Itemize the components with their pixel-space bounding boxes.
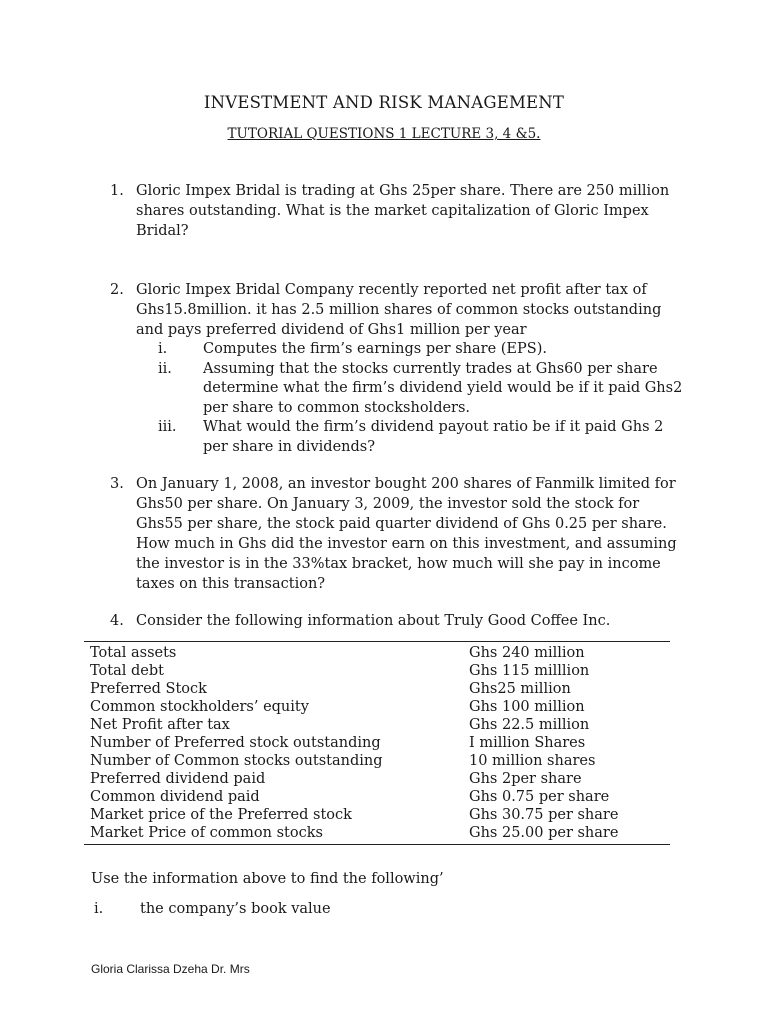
table-row bbox=[84, 680, 670, 698]
row-value: Ghs 30.75 per share bbox=[469, 807, 619, 823]
question-part bbox=[110, 418, 685, 457]
question-3 bbox=[110, 474, 685, 594]
question-text: On January 1, 2008, an investor bought 200 shares of Fanmilk limited for Ghs50 per share. On January 3, 2009, the investor sold the stock for Ghs55 per share, the stock paid quarter dividend of Ghs 0.25 per share. How much in Ghs did the investor earn on this investment, and assuming the investor is in the 33%tax bracket, how much will she pay in income taxes on this transaction? bbox=[136, 476, 677, 592]
question-text: Gloric Impex Bridal is trading at Ghs 25per share. There are 250 million shares outstanding. What is the market capitalization of Gloric Impex Bridal? bbox=[136, 183, 670, 239]
row-label: Common dividend paid bbox=[90, 789, 260, 805]
table-row bbox=[84, 734, 670, 752]
row-value: Ghs 0.75 per share bbox=[469, 789, 610, 805]
row-value: Ghs 25.00 per share bbox=[469, 825, 619, 841]
part-number: i. bbox=[158, 341, 168, 357]
question-number: 2. bbox=[110, 282, 124, 298]
document-title: INVESTMENT AND RISK MANAGEMENT bbox=[203, 93, 565, 112]
question-text: Gloric Impex Bridal Company recently reported net profit after tax of Ghs15.8million. it has 2.5 million shares of common stocks outstanding and pays preferred dividend of Ghs1 million per year bbox=[136, 282, 662, 338]
table-row bbox=[84, 716, 670, 734]
question-number: 1. bbox=[110, 183, 124, 199]
question-number: 4. bbox=[110, 613, 124, 629]
question-text: Consider the following information about Truly Good Coffee Inc. bbox=[136, 613, 611, 629]
document-subtitle bbox=[0, 126, 768, 142]
row-label: Number of Common stocks outstanding bbox=[90, 753, 383, 769]
row-label: Market price of the Preferred stock bbox=[90, 807, 352, 823]
row-label: Market Price of common stocks bbox=[90, 825, 323, 841]
part-text: Assuming that the stocks currently trades at Ghs60 per share determine what the firm’s dividend yield would be if it paid Ghs2 per share to common stocksholders. bbox=[203, 360, 683, 416]
table-row bbox=[84, 770, 670, 788]
row-label: Net Profit after tax bbox=[90, 717, 230, 733]
row-value: Ghs25 million bbox=[469, 681, 571, 697]
row-value: Ghs 115 milllion bbox=[469, 663, 590, 679]
question-number: 3. bbox=[110, 476, 124, 492]
financial-table bbox=[84, 641, 670, 845]
question-4 bbox=[110, 611, 685, 631]
row-label: Preferred Stock bbox=[90, 681, 207, 697]
row-value: Ghs 100 million bbox=[469, 699, 585, 715]
question-part bbox=[110, 360, 685, 419]
row-value: Ghs 240 million bbox=[469, 645, 585, 661]
part-number: iii. bbox=[158, 419, 177, 435]
row-label: Total assets bbox=[90, 645, 177, 661]
row-value: I million Shares bbox=[469, 735, 586, 751]
question-1 bbox=[110, 181, 685, 241]
subtitle-text: TUTORIAL QUESTIONS 1 LECTURE 3, 4 &5. bbox=[227, 126, 541, 142]
footer-author: Gloria Clarissa Dzeha Dr. Mrs bbox=[91, 962, 250, 976]
row-label: Total debt bbox=[90, 663, 164, 679]
row-label: Preferred dividend paid bbox=[90, 771, 266, 787]
table-row bbox=[84, 806, 670, 824]
table-row bbox=[84, 752, 670, 770]
question-2 bbox=[110, 280, 685, 457]
row-value: Ghs 22.5 million bbox=[469, 717, 590, 733]
instruction-text: Use the information above to find the following’ bbox=[91, 871, 444, 887]
table-row bbox=[84, 788, 670, 806]
table-row bbox=[84, 824, 670, 842]
question-part bbox=[110, 340, 685, 360]
row-value: 10 million shares bbox=[469, 753, 596, 769]
part-text: the company’s book value bbox=[140, 901, 331, 917]
part-number: i. bbox=[94, 901, 104, 917]
row-value: Ghs 2per share bbox=[469, 771, 582, 787]
part-text: What would the firm’s dividend payout ratio be if it paid Ghs 2 per share in dividends? bbox=[203, 419, 664, 455]
row-label: Number of Preferred stock outstanding bbox=[90, 735, 381, 751]
row-label: Common stockholders’ equity bbox=[90, 699, 309, 715]
table-row bbox=[84, 662, 670, 680]
part-text: Computes the firm’s earnings per share (EPS). bbox=[203, 341, 547, 357]
part-number: ii. bbox=[158, 360, 172, 377]
table-row bbox=[84, 698, 670, 716]
table-row bbox=[84, 644, 670, 662]
